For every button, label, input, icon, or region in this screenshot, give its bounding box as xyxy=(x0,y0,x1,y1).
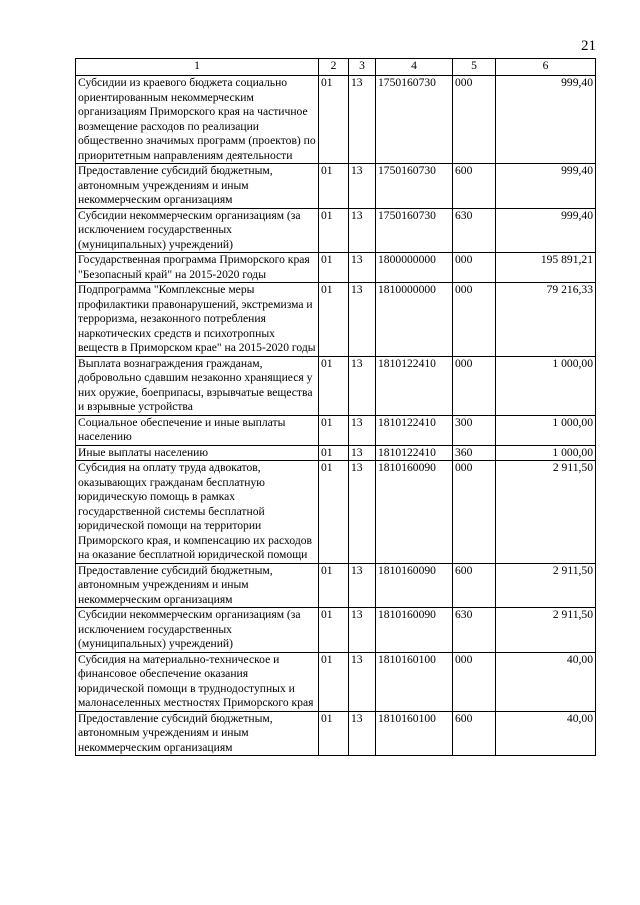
row-name-cell: Социальное обеспечение и иные выплаты населению xyxy=(76,415,319,445)
row-section-cell: 01 xyxy=(319,76,349,164)
table-row xyxy=(76,461,596,564)
row-name-cell: Предоставление субсидий бюджетным, автономным учреждениям и иным некоммерческим организациям xyxy=(76,711,319,756)
row-amount-cell: 195 891,21 xyxy=(496,253,596,283)
row-amount-cell: 999,40 xyxy=(496,208,596,253)
row-subsection-cell: 13 xyxy=(349,283,376,357)
row-subsection-cell: 13 xyxy=(349,563,376,608)
row-subsection-cell: 13 xyxy=(349,652,376,711)
row-amount-cell: 999,40 xyxy=(496,76,596,164)
page-number: 21 xyxy=(581,38,596,54)
row-name-cell: Предоставление субсидий бюджетным, автономным учреждениям и иным некоммерческим организациям xyxy=(76,164,319,209)
row-expense-type-cell: 000 xyxy=(453,652,496,711)
row-target-article-cell: 1750160730 xyxy=(376,164,453,209)
column-header: 2 xyxy=(319,59,349,76)
row-name-cell: Субсидия на материально-техническое и финансовое обеспечение оказания юридической помощи в труднодоступных и малонаселенных местностях Приморского края xyxy=(76,652,319,711)
column-header: 4 xyxy=(376,59,453,76)
row-section-cell: 01 xyxy=(319,461,349,564)
row-name-cell: Государственная программа Приморского края "Безопасный край" на 2015-2020 годы xyxy=(76,253,319,283)
row-amount-cell: 79 216,33 xyxy=(496,283,596,357)
row-subsection-cell: 13 xyxy=(349,253,376,283)
row-section-cell: 01 xyxy=(319,164,349,209)
row-amount-cell: 2 911,50 xyxy=(496,461,596,564)
row-amount-cell: 1 000,00 xyxy=(496,356,596,415)
table-row xyxy=(76,253,596,283)
row-expense-type-cell: 600 xyxy=(453,711,496,756)
table-row xyxy=(76,711,596,756)
row-name-cell: Предоставление субсидий бюджетным, автономным учреждениям и иным некоммерческим организациям xyxy=(76,563,319,608)
row-target-article-cell: 1810160100 xyxy=(376,652,453,711)
row-section-cell: 01 xyxy=(319,608,349,653)
row-amount-cell: 1 000,00 xyxy=(496,445,596,461)
row-target-article-cell: 1810000000 xyxy=(376,283,453,357)
table-row xyxy=(76,415,596,445)
row-target-article-cell: 1810160090 xyxy=(376,461,453,564)
row-expense-type-cell: 000 xyxy=(453,356,496,415)
row-expense-type-cell: 630 xyxy=(453,608,496,653)
row-subsection-cell: 13 xyxy=(349,461,376,564)
row-name-cell: Субсидии из краевого бюджета социально ориентированным некоммерческим организациям Приморского края на частичное возмещение расходов по реализации общественно значимых программ (проектов) по приоритетным направлениям деятельности xyxy=(76,76,319,164)
row-name-cell: Субсидии некоммерческим организациям (за исключением государственных (муниципальных) учреждений) xyxy=(76,608,319,653)
table-body xyxy=(76,76,596,756)
row-subsection-cell: 13 xyxy=(349,164,376,209)
row-subsection-cell: 13 xyxy=(349,76,376,164)
row-subsection-cell: 13 xyxy=(349,208,376,253)
row-section-cell: 01 xyxy=(319,415,349,445)
row-target-article-cell: 1810160100 xyxy=(376,711,453,756)
row-name-cell: Иные выплаты населению xyxy=(76,445,319,461)
row-expense-type-cell: 000 xyxy=(453,283,496,357)
row-target-article-cell: 1750160730 xyxy=(376,76,453,164)
row-subsection-cell: 13 xyxy=(349,711,376,756)
row-section-cell: 01 xyxy=(319,445,349,461)
row-subsection-cell: 13 xyxy=(349,608,376,653)
table-row xyxy=(76,356,596,415)
row-expense-type-cell: 000 xyxy=(453,253,496,283)
row-amount-cell: 40,00 xyxy=(496,711,596,756)
row-amount-cell: 40,00 xyxy=(496,652,596,711)
row-target-article-cell: 1810122410 xyxy=(376,415,453,445)
row-name-cell: Выплата вознаграждения гражданам, добровольно сдавшим незаконно хранящиеся у них оружие, боеприпасы, взрывчатые вещества и взрывные устройства xyxy=(76,356,319,415)
row-subsection-cell: 13 xyxy=(349,356,376,415)
column-header: 3 xyxy=(349,59,376,76)
row-target-article-cell: 1750160730 xyxy=(376,208,453,253)
row-amount-cell: 2 911,50 xyxy=(496,608,596,653)
table-row xyxy=(76,652,596,711)
row-subsection-cell: 13 xyxy=(349,415,376,445)
row-name-cell: Субсидии некоммерческим организациям (за исключением государственных (муниципальных) учреждений) xyxy=(76,208,319,253)
budget-table xyxy=(75,58,596,756)
row-section-cell: 01 xyxy=(319,208,349,253)
row-expense-type-cell: 600 xyxy=(453,164,496,209)
row-section-cell: 01 xyxy=(319,563,349,608)
row-target-article-cell: 1810160090 xyxy=(376,608,453,653)
row-amount-cell: 999,40 xyxy=(496,164,596,209)
row-target-article-cell: 1810160090 xyxy=(376,563,453,608)
row-expense-type-cell: 000 xyxy=(453,461,496,564)
row-name-cell: Субсидия на оплату труда адвокатов, оказывающих гражданам бесплатную юридическую помощь в рамках государственной системы бесплатной юридической помощи на территории Приморского края, и компенсацию их расходов на оказание бесплатной юридической помощи xyxy=(76,461,319,564)
row-expense-type-cell: 000 xyxy=(453,76,496,164)
row-name-cell: Подпрограмма "Комплексные меры профилактики правонарушений, экстремизма и терроризма, незаконного потребления наркотических средств и психотропных веществ в Приморском крае" на 2015-2020 годы xyxy=(76,283,319,357)
row-section-cell: 01 xyxy=(319,356,349,415)
row-expense-type-cell: 600 xyxy=(453,563,496,608)
row-expense-type-cell: 630 xyxy=(453,208,496,253)
row-section-cell: 01 xyxy=(319,283,349,357)
row-section-cell: 01 xyxy=(319,652,349,711)
column-header: 5 xyxy=(453,59,496,76)
row-target-article-cell: 1810122410 xyxy=(376,445,453,461)
table-row xyxy=(76,208,596,253)
table-row xyxy=(76,608,596,653)
table-row xyxy=(76,76,596,164)
row-target-article-cell: 1800000000 xyxy=(376,253,453,283)
row-expense-type-cell: 360 xyxy=(453,445,496,461)
table-row xyxy=(76,445,596,461)
row-expense-type-cell: 300 xyxy=(453,415,496,445)
row-amount-cell: 1 000,00 xyxy=(496,415,596,445)
table-row xyxy=(76,563,596,608)
row-subsection-cell: 13 xyxy=(349,445,376,461)
column-header: 6 xyxy=(496,59,596,76)
row-section-cell: 01 xyxy=(319,253,349,283)
table-row xyxy=(76,283,596,357)
table-row xyxy=(76,164,596,209)
row-section-cell: 01 xyxy=(319,711,349,756)
row-amount-cell: 2 911,50 xyxy=(496,563,596,608)
column-header: 1 xyxy=(76,59,319,76)
row-target-article-cell: 1810122410 xyxy=(376,356,453,415)
header-row xyxy=(76,59,596,76)
